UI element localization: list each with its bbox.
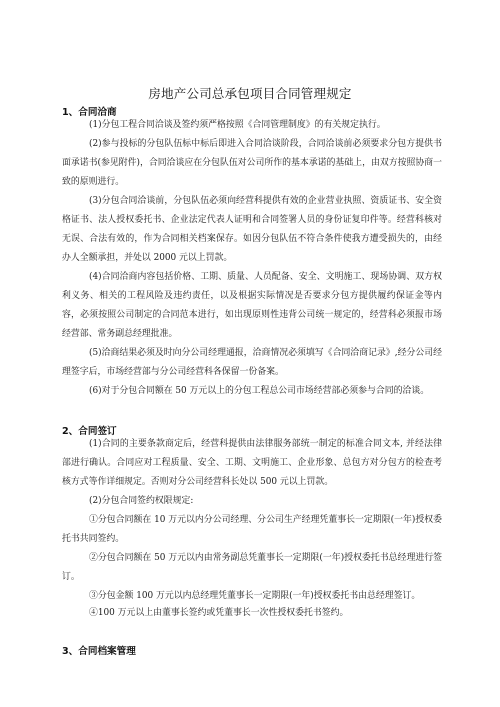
paragraph: (5)洽商结果必须及时向分公司经理通报，洽商情况必须填写《合同洽商记录》,经分公司经理签字后，市场经营部与分公司经营科各保留一份备案。 [62,348,442,377]
paragraph: (1)合同的主要条款商定后，经营科提供由法律服务部统一制定的标准合同文本, 并经法律部进行确认。合同应对工程质量、安全、工期、文明施工、企业形象、总包方对分包方的检查考核方式等作详细规定。否则对分公司经营科长处以 500 元以上罚款。 [62,439,442,487]
paragraph: ①分包合同额在 10 万元以内分公司经理、分公司生产经理凭董事长一定期限(一年)授权委托书共同签约。 [62,515,442,544]
section-heading-contract-archive: 3、合同档案管理 [62,646,136,657]
paragraph: (4)合同洽商内容包括价格、工期、质量、人员配备、安全、文明施工、现场协调、双方权利义务、相关的工程风险及违约责任，以及根据实际情况是否要求分包方提供履约保证金等内容，必须按照公司制定的合同范本进行，如出现原则性违背公司统一规定的，经营科必须报市场经营部、常务副总经理批准。 [62,272,442,339]
paragraph: ②分包合同额在 50 万元以内由常务副总凭董事长一定期限(一年)授权委托书总经理进行签订。 [62,553,442,582]
section-heading-contract-negotiation: 1、合同洽商 [62,107,117,118]
section-heading-contract-signing: 2、合同签订 [62,426,117,437]
document-title: 房地产公司总承包项目合同管理规定 [148,86,352,101]
paragraph: (3)分包合同洽谈前，分包队伍必须向经营科提供有效的企业营业执照、资质证书、安全资格证书、法人授权委托书、企业法定代表人证明和合同签署人员的身份证复印件等。经营科核对无误、合法有效的，作为合同相关档案保存。如因分包队伍不符合条件使我方遭受损失的，由经办人全额承担，并处以 2000 元以上罚款。 [62,196,442,263]
paragraph: ③分包金额 100 万元以内总经理凭董事长一定期限(一年)授权委托书由总经理签订。 [89,591,421,601]
paragraph: ④100 万元以上由董事长签约或凭董事长一次性授权委托书签约。 [89,608,349,618]
paragraph: (2)分包合同签约权限规定: [89,496,194,506]
paragraph: (1)分包工程合同洽谈及签约须严格按照《合同管理制度》的有关规定执行。 [89,120,386,130]
paragraph: (2)参与投标的分包队伍标中标后即进入合同洽谈阶段，合同洽谈前必须要求分包方提供书面承诺书(参见附件)，合同洽谈应在分包队伍对公司所作的基本承诺的基础上，由双方按照协商一致的原则进行。 [62,139,442,187]
paragraph: (6)对于分包合同额在 50 万元以上的分包工程总公司市场经营部必须参与合同的洽谈。 [89,386,430,396]
